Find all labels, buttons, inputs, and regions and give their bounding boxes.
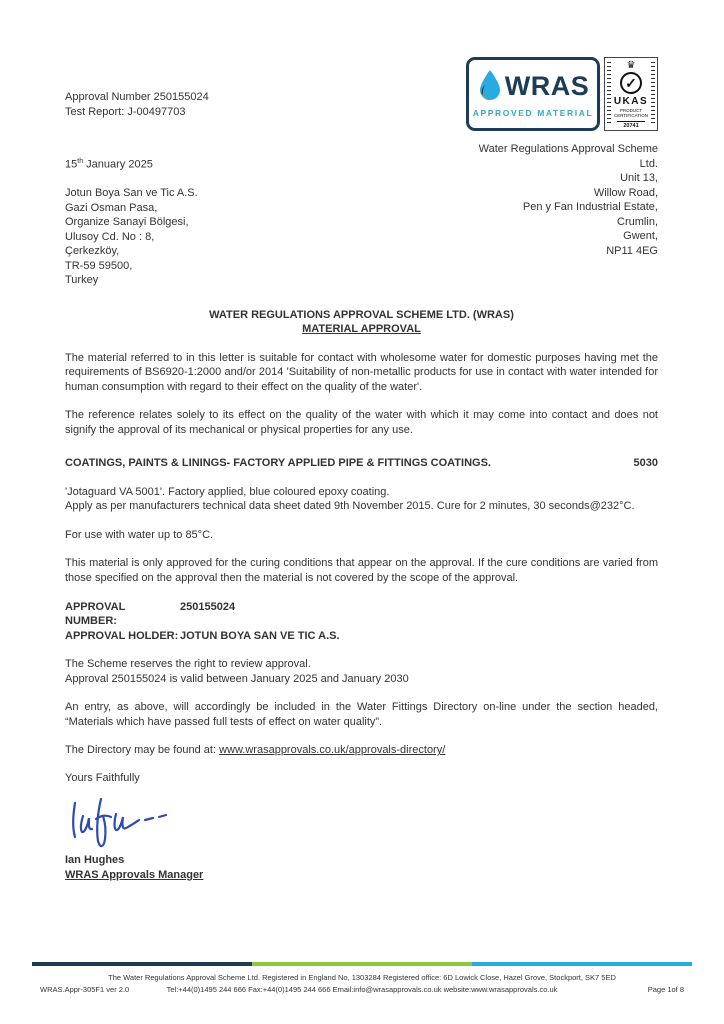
paragraph-directory-entry: An entry, as above, will accordingly be included in the Water Fittings Directory on-line under the section headed, “Materials which have passed full tests of effect on water quality”. bbox=[65, 701, 658, 728]
footer-bar-green-segment bbox=[252, 962, 472, 966]
signature-block bbox=[65, 771, 658, 883]
sender-line: Gwent, bbox=[623, 230, 658, 243]
checkmark-icon: ✓ bbox=[620, 72, 642, 94]
crown-icon: ♛ bbox=[626, 60, 636, 71]
wras-wordmark: WRAS bbox=[504, 71, 590, 102]
approval-holder-value: JOTUN BOYA SAN VE TIC A.S. bbox=[180, 629, 340, 642]
footer-text bbox=[32, 972, 692, 996]
paragraph-material-suitability: The material referred to in this letter is suitable for contact with wholesome water for domestic purposes having met the requirements of BS6920-1:2000 and/or 2014 'Suitability of non-metallic products for use in contact with water intended for human consumption with regard to their effect on the quality of the water'. bbox=[65, 351, 658, 393]
water-drop-icon bbox=[477, 69, 503, 106]
ukas-tick-marks-left bbox=[607, 62, 611, 126]
sender-line: Crumlin, bbox=[617, 215, 658, 228]
approval-number-label: APPROVAL NUMBER: bbox=[65, 600, 126, 628]
valediction: Yours Faithfully bbox=[65, 771, 140, 784]
meta-block bbox=[65, 90, 365, 119]
footer-document-version: WRAS.Appr-305F1 ver 2.0 bbox=[40, 985, 130, 994]
recipient-line: TR-59 59500, bbox=[65, 259, 133, 272]
footer-bar-blue-segment bbox=[472, 962, 692, 966]
wras-logo-top bbox=[477, 69, 590, 106]
approval-number-line: Approval Number 250155024 bbox=[65, 91, 209, 103]
signer-name: Ian Hughes bbox=[65, 854, 125, 867]
date-day: 15 bbox=[65, 158, 78, 171]
sender-line: Willow Road, bbox=[593, 186, 658, 199]
test-report-line: Test Report: J-00497703 bbox=[65, 105, 186, 118]
sender-address bbox=[458, 142, 658, 258]
approved-material-label: APPROVED MATERIAL bbox=[472, 108, 594, 119]
ukas-certification-logo bbox=[604, 57, 658, 131]
paragraph-reference-scope: The reference relates solely to its effect on the quality of the water with which it may come into contact and does not signify the approval of its mechanical or physical properties for any use. bbox=[65, 409, 658, 436]
footer-registered-line: The Water Regulations Approval Scheme Ltd. Registered in England No, 1303284 Registered office: 6D Lowick Close, Hazel Grove, Stockport, SK7 5ED bbox=[108, 973, 616, 982]
section-code: 5030 bbox=[633, 457, 658, 470]
paragraph-curing-conditions: This material is only approved for the curing conditions that appear on the approval. If the cure conditions are varied from those specified on the approval then the material is not covered by the scope of the approval. bbox=[65, 557, 658, 584]
recipient-line: Çerkezköy, bbox=[65, 245, 120, 258]
approvals-directory-link[interactable]: www.wrasapprovals.co.uk/approvals-directory/ bbox=[219, 744, 446, 757]
approval-holder-label: APPROVAL HOLDER: bbox=[65, 629, 179, 642]
date-rest: January 2025 bbox=[83, 158, 153, 171]
approval-number-value: 250155024 bbox=[180, 600, 236, 613]
product-line-application: Apply as per manufacturers technical data sheet dated 9th November 2015. Cure for 2 minutes, 30 seconds@232°C. bbox=[65, 500, 635, 513]
footer-page-number: Page 1of 8 bbox=[647, 985, 684, 994]
ukas-certification-label: CERTIFICATION bbox=[613, 113, 649, 119]
ukas-wordmark: UKAS bbox=[613, 96, 649, 107]
validity-line: Approval 250155024 is valid between January 2025 and January 2030 bbox=[65, 672, 409, 685]
section-heading-row bbox=[65, 456, 658, 471]
water-temperature-note: For use with water up to 85°C. bbox=[65, 528, 214, 541]
heading-scheme-title: WATER REGULATIONS APPROVAL SCHEME LTD. (WRAS) bbox=[209, 308, 514, 321]
sender-line: Water Regulations Approval Scheme Ltd. bbox=[478, 143, 658, 170]
product-description bbox=[65, 485, 658, 514]
approval-details bbox=[65, 600, 658, 644]
product-line-name: 'Jotaguard VA 5001'. Factory applied, blue coloured epoxy coating. bbox=[65, 485, 390, 498]
heading-material-approval: MATERIAL APPROVAL bbox=[302, 323, 421, 336]
ukas-number: 20741 bbox=[617, 121, 644, 130]
top-row bbox=[65, 57, 658, 288]
letter-date bbox=[65, 157, 365, 172]
page-footer bbox=[32, 962, 692, 996]
review-line: The Scheme reserves the right to review approval. bbox=[65, 658, 311, 671]
approval-number-row bbox=[65, 600, 658, 629]
sender-line: NP11 4EG bbox=[606, 244, 658, 257]
date-suffix: th bbox=[77, 158, 84, 166]
directory-line bbox=[65, 743, 658, 758]
left-column bbox=[65, 57, 365, 288]
ukas-tick-marks-right bbox=[651, 62, 655, 126]
logo-cluster bbox=[466, 57, 658, 131]
recipient-line: Gazi Osman Pasa, bbox=[65, 201, 158, 214]
recipient-line: Jotun Boya San ve Tic A.S. bbox=[65, 187, 198, 200]
recipient-address bbox=[65, 186, 365, 288]
signer-role: WRAS Approvals Manager bbox=[65, 868, 204, 881]
recipient-line: Ulusoy Cd. No : 8, bbox=[65, 230, 155, 243]
letter-heading bbox=[65, 308, 658, 337]
footer-color-bar bbox=[32, 962, 692, 966]
ukas-product-label: PRODUCT bbox=[619, 108, 643, 114]
wras-approved-material-logo bbox=[466, 57, 600, 131]
recipient-line: Turkey bbox=[65, 274, 99, 287]
sender-line: Unit 13, bbox=[620, 172, 658, 185]
footer-contact-line: Tel:+44(0)1495 244 666 Fax:+44(0)1495 244 666 Email:info@wrasapprovals.co.uk website:www.wrasapprovals.co.uk bbox=[166, 985, 558, 994]
section-title: COATINGS, PAINTS & LININGS- FACTORY APPLIED PIPE & FITTINGS COATINGS. bbox=[65, 457, 491, 470]
recipient-line: Organize Sanayi Bölgesi, bbox=[65, 216, 189, 229]
footer-bar-navy-segment bbox=[32, 962, 252, 966]
handwritten-signature bbox=[67, 789, 197, 851]
directory-prefix: The Directory may be found at: bbox=[65, 744, 220, 757]
right-column bbox=[458, 57, 658, 288]
review-block bbox=[65, 657, 658, 686]
approval-holder-row bbox=[65, 629, 658, 644]
sender-line: Pen y Fan Industrial Estate, bbox=[522, 201, 658, 214]
